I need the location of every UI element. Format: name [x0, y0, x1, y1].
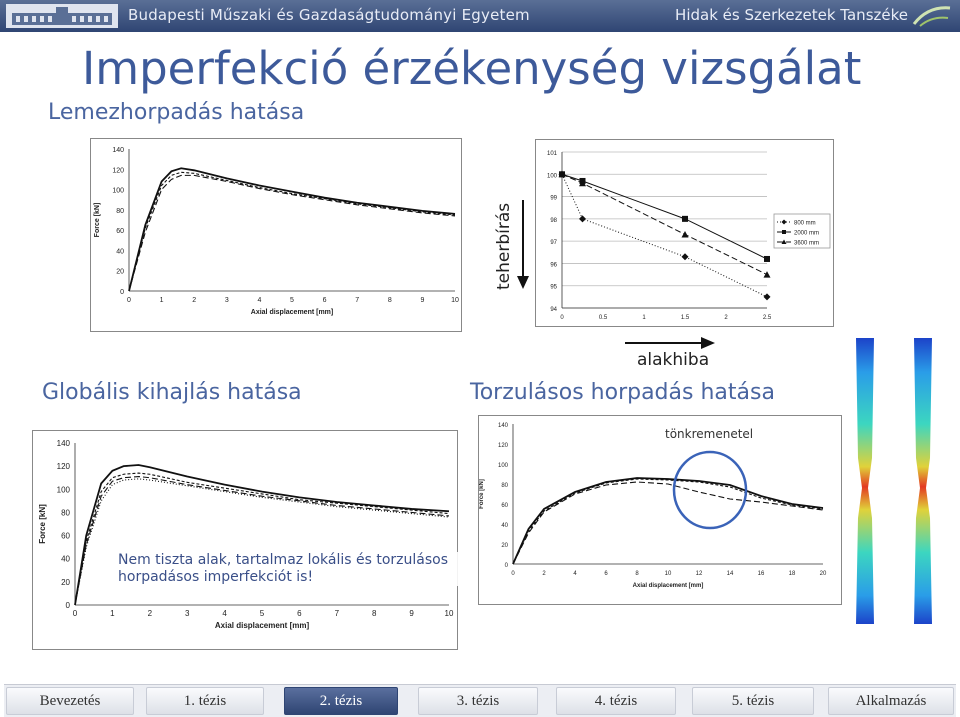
slide-title: Imperfekció érzékenység vizsgálat: [82, 42, 862, 95]
y-tick-label: 97: [550, 240, 557, 247]
x-tick-label: 0.5: [598, 315, 608, 321]
y-tick-label: 99: [550, 195, 557, 202]
y-tick-label: 140: [112, 147, 124, 154]
chart-imperfection-sensitivity: [535, 139, 834, 327]
y-tick-label: 40: [501, 523, 508, 529]
series-line-1: [513, 478, 823, 564]
x-tick-label: 2: [147, 609, 153, 618]
x-tick-label: 1: [110, 609, 115, 618]
y-tick-label: 20: [116, 268, 124, 276]
chart-plate-buckling: [90, 138, 462, 332]
y-axis-label: Force [kN]: [38, 504, 47, 544]
legend-label: 3600 mm: [794, 240, 820, 247]
legend-label: 2000 mm: [794, 230, 820, 237]
x-tick-label: 2: [724, 315, 728, 321]
x-tick-label: 16: [757, 571, 765, 577]
data-point: [764, 256, 770, 262]
x-tick-label: 0: [511, 571, 515, 577]
fem-model-image-2: [908, 338, 938, 624]
x-tick-label: 9: [420, 297, 425, 304]
x-tick-label: 6: [604, 571, 608, 577]
y-tick-label: 96: [550, 262, 557, 269]
header-bar: [0, 0, 960, 32]
tab-bevezetes[interactable]: Bevezetés: [6, 687, 134, 715]
x-tick-label: 10: [451, 297, 459, 304]
x-tick-label: 18: [788, 571, 796, 577]
y-tick-label: 80: [61, 508, 70, 518]
right-arrow-icon: [625, 336, 717, 350]
y-tick-label: 0: [65, 601, 70, 610]
x-tick-label: 10: [444, 609, 454, 618]
series-line-2: [129, 172, 455, 291]
x-tick-label: 5: [290, 297, 294, 304]
x-tick-label: 8: [371, 609, 377, 618]
y-tick-label: 94: [550, 307, 557, 313]
tab-tezis-5[interactable]: 5. tézis: [692, 687, 814, 715]
series-line-2: [513, 479, 823, 564]
y-tick-label: 120: [497, 443, 508, 449]
y-tick-label: 101: [546, 151, 557, 157]
y-tick-label: 140: [56, 439, 70, 448]
university-name: Budapesti Műszaki és Gazdaságtudományi Egyetem: [128, 6, 530, 24]
distortional-buckling-label: Torzulásos horpadás hatása: [470, 380, 775, 405]
university-logo-icon: [6, 4, 118, 28]
x-axis-label: Axial displacement [mm]: [250, 309, 334, 316]
data-point: [764, 271, 771, 278]
x-tick-label: 4: [222, 609, 227, 618]
down-arrow-icon: [516, 200, 530, 290]
y-tick-label: 98: [550, 217, 557, 224]
y-tick-label: 0: [120, 289, 124, 296]
y-axis-label: Force [kN]: [479, 479, 485, 509]
chart-imperfection-sensitivity-svg: [536, 140, 833, 326]
data-point: [682, 231, 689, 238]
data-point: [682, 216, 688, 222]
global-buckling-label: Globális kihajlás hatása: [42, 380, 302, 405]
x-axis-label: Axial displacement [mm]: [632, 583, 704, 589]
chart-global-buckling: [32, 430, 458, 650]
tab-tezis-2[interactable]: 2. tézis: [284, 687, 398, 715]
chart-plate-buckling-svg: [91, 139, 461, 331]
department-logo-icon: [910, 2, 954, 30]
x-tick-label: 2: [542, 571, 546, 577]
series-line-3: [513, 482, 823, 564]
x-tick-label: 14: [726, 571, 734, 577]
y-tick-label: 100: [56, 485, 70, 495]
department-name: Hidak és Szerkezetek Tanszéke: [675, 6, 908, 24]
x-tick-label: 9: [409, 609, 414, 618]
y-tick-label: 60: [61, 531, 70, 541]
x-tick-label: 0: [560, 315, 564, 321]
x-tick-label: 8: [635, 571, 639, 577]
y-tick-label: 20: [501, 543, 508, 549]
tonkremenetel-label: tönkremenetel: [665, 427, 754, 441]
y-tick-label: 95: [550, 284, 557, 291]
y-tick-label: 140: [497, 423, 508, 429]
data-point: [579, 215, 586, 222]
y-tick-label: 80: [116, 207, 124, 215]
tab-tezis-1[interactable]: 1. tézis: [146, 687, 264, 715]
x-tick-label: 1: [159, 297, 164, 304]
x-tick-label: 2.5: [762, 315, 772, 321]
teherbiras-label: teherbírás: [494, 202, 514, 290]
x-tick-label: 7: [355, 297, 360, 304]
data-point: [764, 293, 771, 300]
y-tick-label: 40: [116, 248, 124, 256]
x-tick-label: 2: [192, 297, 197, 304]
legend-label: 800 mm: [794, 220, 816, 227]
y-tick-label: 100: [112, 187, 124, 195]
series-line-2: [562, 174, 767, 259]
series-line-3: [129, 175, 455, 291]
bottom-navigation: [4, 684, 956, 717]
y-axis-label: Force [kN]: [94, 202, 101, 238]
x-axis-label: Axial displacement [mm]: [214, 621, 310, 630]
tab-tezis-4[interactable]: 4. tézis: [556, 687, 676, 715]
y-tick-label: 120: [56, 462, 70, 472]
y-tick-label: 60: [501, 503, 508, 509]
x-tick-label: 3: [184, 609, 190, 618]
x-tick-label: 0: [72, 609, 78, 618]
series-line-3: [562, 174, 767, 274]
chart-global-buckling-svg: [33, 431, 457, 649]
x-tick-label: 1: [642, 315, 646, 321]
series-line-1: [129, 168, 455, 291]
alakhiba-label: alakhiba: [637, 350, 710, 370]
x-tick-label: 8: [387, 297, 392, 304]
y-tick-label: 80: [501, 483, 508, 489]
y-tick-label: 0: [504, 563, 508, 569]
x-tick-label: 1.5: [680, 315, 690, 321]
x-tick-label: 5: [259, 609, 265, 618]
x-tick-label: 10: [664, 571, 672, 577]
fem-model-image-1: [852, 338, 882, 624]
tab-alkalmazas[interactable]: Alkalmazás: [828, 687, 954, 715]
tab-tezis-3[interactable]: 3. tézis: [418, 687, 538, 715]
series-line-1: [562, 174, 767, 297]
slide-subtitle: Lemezhorpadás hatása: [48, 100, 305, 125]
x-tick-label: 20: [819, 571, 827, 577]
x-tick-label: 0: [127, 297, 131, 304]
y-tick-label: 20: [61, 577, 70, 587]
y-tick-label: 120: [112, 167, 124, 175]
legend-marker: [782, 230, 786, 234]
x-tick-label: 4: [573, 571, 577, 577]
x-tick-label: 6: [297, 609, 302, 618]
y-tick-label: 100: [546, 173, 557, 180]
chart-distortional-buckling: [478, 415, 842, 605]
chart-distortional-buckling-svg: [479, 416, 841, 604]
x-tick-label: 6: [322, 297, 327, 304]
failure-circle: [670, 448, 750, 532]
data-point: [682, 253, 689, 260]
note-text: Nem tiszta alak, tartalmaz lokális és torzulásos horpadásos imperfekciót is!: [118, 552, 458, 586]
x-tick-label: 3: [224, 297, 229, 304]
x-tick-label: 12: [695, 571, 703, 577]
x-tick-label: 7: [334, 609, 340, 618]
y-tick-label: 60: [116, 228, 124, 236]
y-tick-label: 100: [497, 463, 508, 469]
y-tick-label: 40: [61, 554, 70, 564]
series-line-4: [75, 479, 449, 605]
x-tick-label: 4: [257, 297, 262, 304]
